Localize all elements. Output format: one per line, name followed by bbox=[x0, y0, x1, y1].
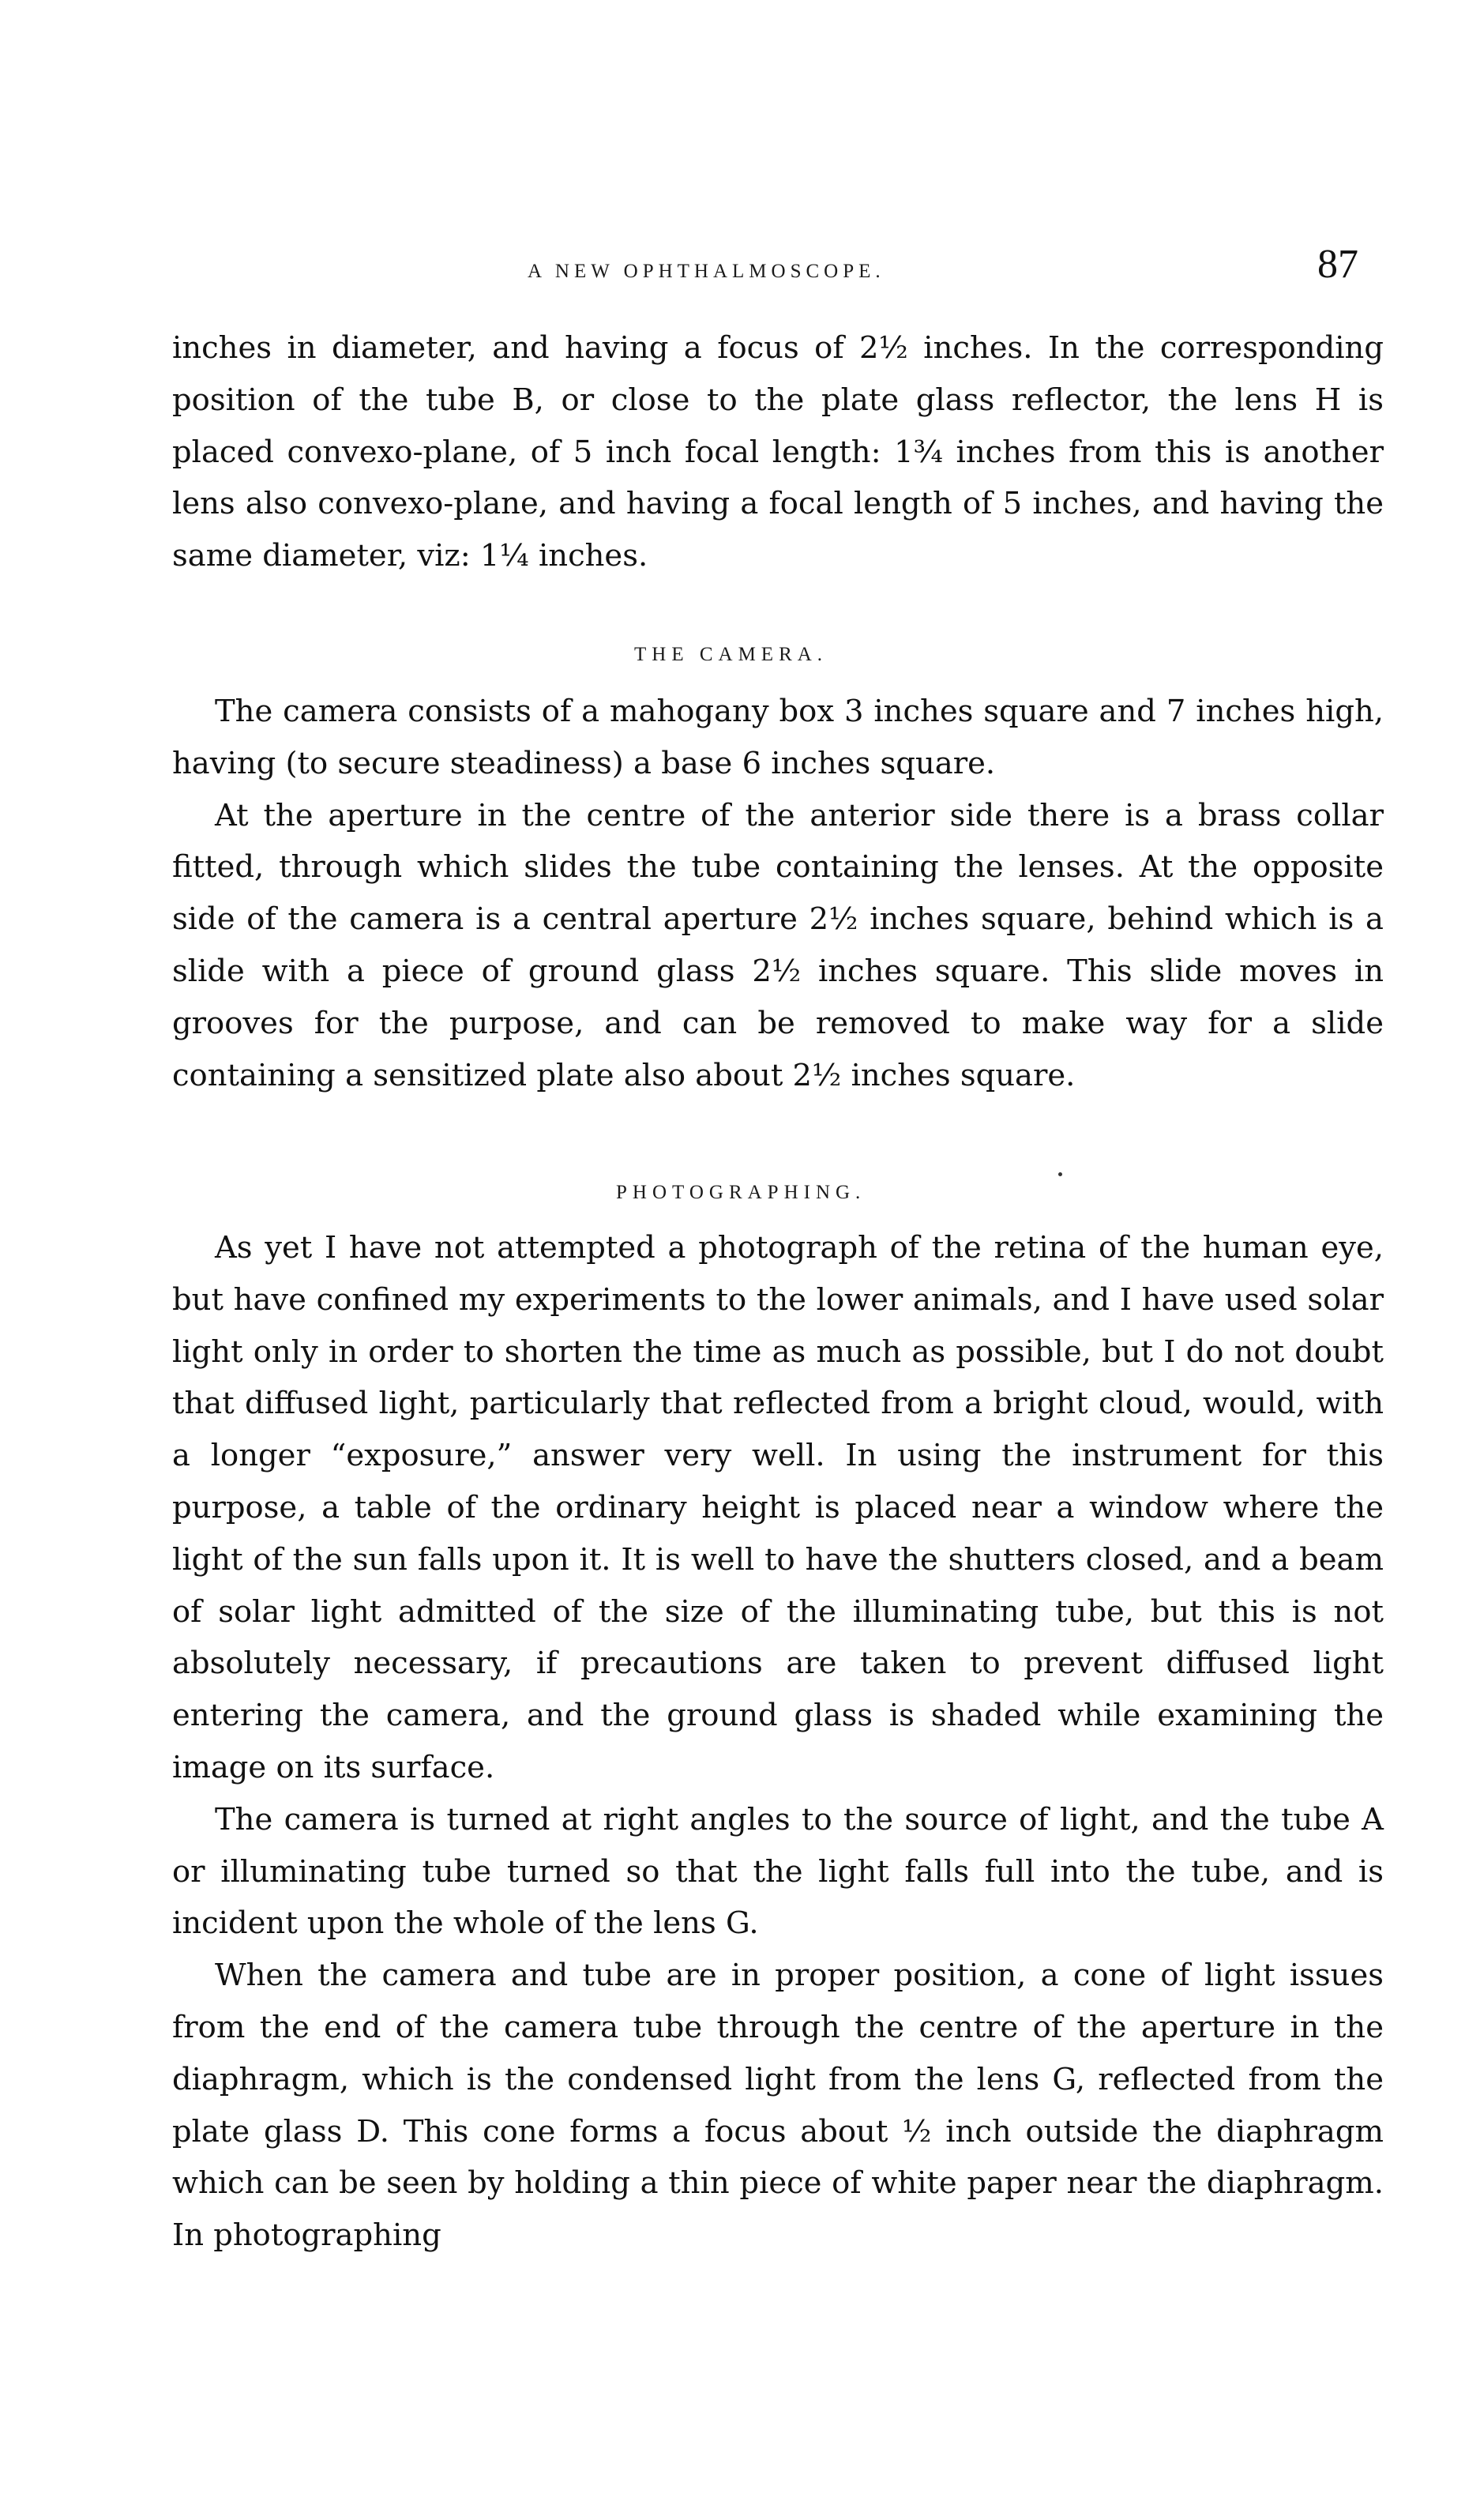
intro-paragraph: inches in diameter, and having a focus of 2½ inches. In the corresponding position of the tube B, or close to the plate glass reflector, the lens H is placed convexo-plane, of 5 inch focal length: 1¾ inches from this is another lens also convexo-plane, and having a focal length of 5 inches, and having the same diameter, viz: 1¼ inches. bbox=[172, 330, 1384, 574]
stray-dot-mark bbox=[1058, 1172, 1062, 1176]
photographing-paragraph-1: As yet I have not attempted a photograph of the retina of the human eye, but have confined my experiments to the lower animals, and I have used solar light only in order to shorten the time as much as possible, but I do not doubt that diffused light, particularly that reflected from a bright cloud, would, with a longer “exposure,” answer very well. In using the instrument for this purpose, a table of the ordinary height is placed near a window where the light of the sun falls upon it. It is well to have the shutters closed, and a beam of solar light admitted of the size of the illuminating tube, but this is not absolutely necessary, if precautions are taken to prevent diffused light entering the camera, and the ground glass is shaded while examining the image on its surface. bbox=[172, 1230, 1384, 1785]
photographing-paragraph-3: When the camera and tube are in proper position, a cone of light issues from the end of the camera tube through the centre of the aperture in the diaphragm, which is the condensed light from the lens G, reflected from the plate glass D. This cone forms a focus about ½ inch outside the diaphragm which can be seen by holding a thin piece of white paper near the diaphragm. In photographing bbox=[172, 1958, 1384, 2254]
camera-text-block bbox=[172, 686, 1384, 1101]
running-title: A NEW OPHTHALMOSCOPE. bbox=[528, 261, 885, 282]
page-number: 87 bbox=[1317, 242, 1358, 287]
intro-text-block bbox=[172, 322, 1384, 582]
photographing-paragraph-2: The camera is turned at right angles to the source of light, and the tube A or illuminating tube turned so that the light falls full into the tube, and is incident upon the whole of the lens G. bbox=[172, 1801, 1384, 1942]
camera-section-heading: THE CAMERA. bbox=[634, 644, 828, 665]
camera-paragraph-2: At the aperture in the centre of the anterior side there is a brass collar fitted, through which slides the tube containing the lenses. At the opposite side of the camera is a central aperture 2½ inches square, behind which is a slide with a piece of ground glass 2½ inches square. This slide moves in grooves for the purpose, and can be removed to make way for a slide containing a sensitized plate also about 2½ inches square. bbox=[172, 797, 1384, 1093]
camera-paragraph-1: The camera consists of a mahogany box 3 inches square and 7 inches high, having (to secure steadiness) a base 6 inches square. bbox=[172, 694, 1384, 781]
photographing-text-block bbox=[172, 1222, 1384, 2262]
photographing-section-heading: PHOTOGRAPHING. bbox=[616, 1182, 866, 1203]
